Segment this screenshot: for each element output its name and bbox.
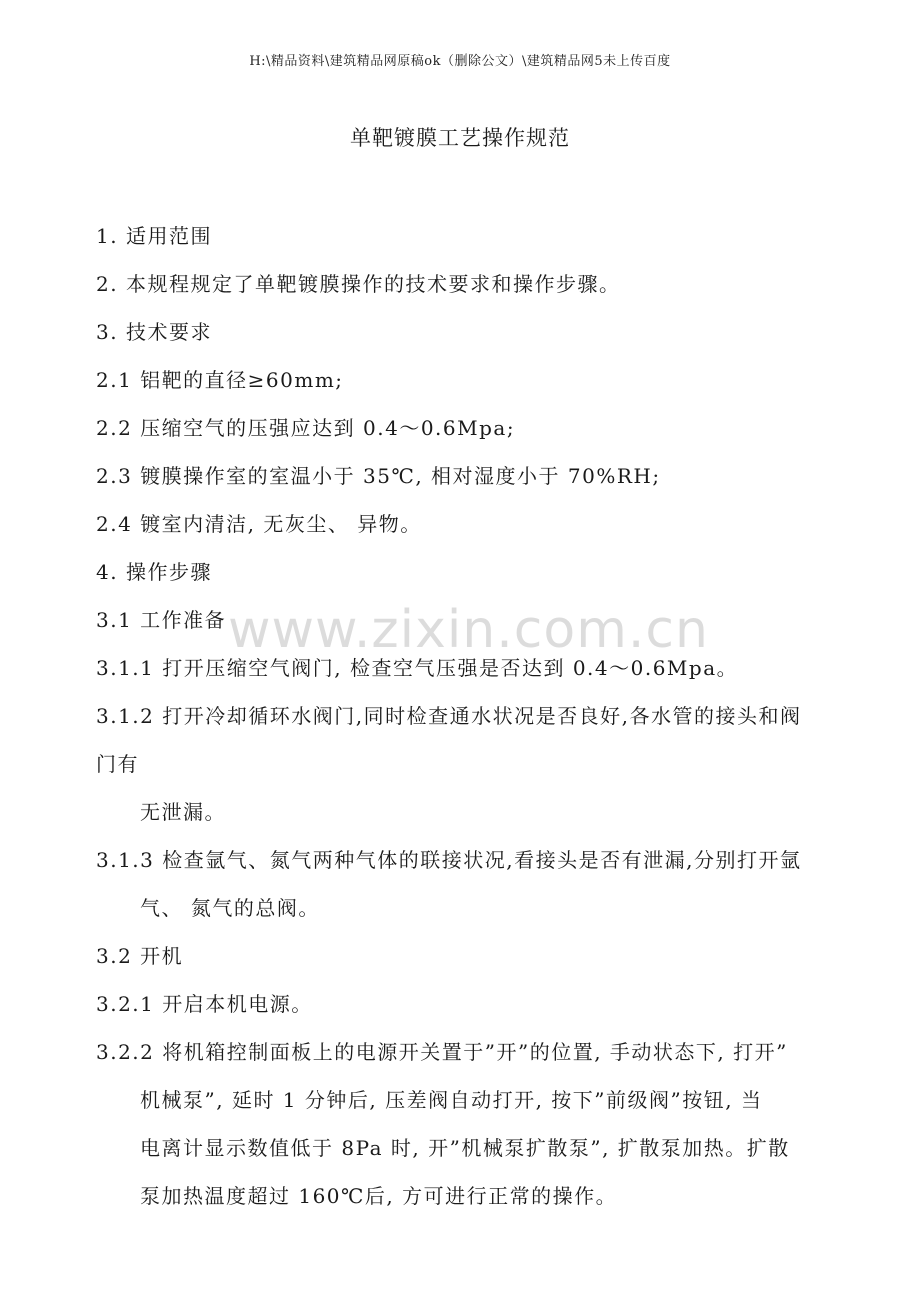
paragraph-line: 3.1.3 检查氩气、氮气两种气体的联接状况,看接头是否有泄漏,分别打开氩 [96, 848, 802, 872]
paragraph-line: 机械泵”, 延时 1 分钟后, 压差阀自动打开, 按下”前级阀”按钮, 当 [140, 1088, 763, 1112]
watermark: www.zixin.com.cn [228, 600, 709, 660]
section-heading: 1. 适用范围 [96, 224, 212, 248]
paragraph-line: 2.1 铝靶的直径≥60mm; [96, 368, 344, 392]
paragraph-line: 2.3 镀膜操作室的室温小于 35℃, 相对湿度小于 70%RH; [96, 464, 661, 488]
paragraph-line: 2.2 压缩空气的压强应达到 0.4～0.6Mpa; [96, 416, 516, 440]
paragraph-line: 2.4 镀室内清洁, 无灰尘、 异物。 [96, 512, 422, 536]
file-path-header: H:\精品资料\建筑精品网原稿ok（删除公文）\建筑精品网5未上传百度 [249, 54, 671, 69]
paragraph-line: 3.1.1 打开压缩空气阀门, 检查空气压强是否达到 0.4～0.6Mpa。 [96, 656, 739, 680]
paragraph-line: 3.2.1 开启本机电源。 [96, 992, 313, 1016]
subsection-heading: 3.1 工作准备 [96, 608, 227, 632]
document-title: 单靶镀膜工艺操作规范 [350, 126, 570, 150]
paragraph-line: 气、 氮气的总阀。 [140, 896, 320, 920]
paragraph-line: 泵加热温度超过 160℃后, 方可进行正常的操作。 [140, 1184, 618, 1208]
paragraph-line: 门有 [96, 752, 139, 776]
paragraph-line: 2. 本规程规定了单靶镀膜操作的技术要求和操作步骤。 [96, 272, 621, 296]
paragraph-line: 电离计显示数值低于 8Pa 时, 开”机械泵扩散泵”, 扩散泵加热。扩散 [140, 1136, 790, 1160]
paragraph-line: 3.2.2 将机箱控制面板上的电源开关置于”开”的位置, 手动状态下, 打开” [96, 1040, 788, 1064]
subsection-heading: 3.2 开机 [96, 944, 184, 968]
paragraph-line: 无泄漏。 [140, 800, 226, 824]
section-heading: 4. 操作步骤 [96, 560, 212, 584]
section-heading: 3. 技术要求 [96, 320, 212, 344]
paragraph-line: 3.1.2 打开冷却循环水阀门,同时检查通水状况是否良好,各水管的接头和阀 [96, 704, 802, 728]
